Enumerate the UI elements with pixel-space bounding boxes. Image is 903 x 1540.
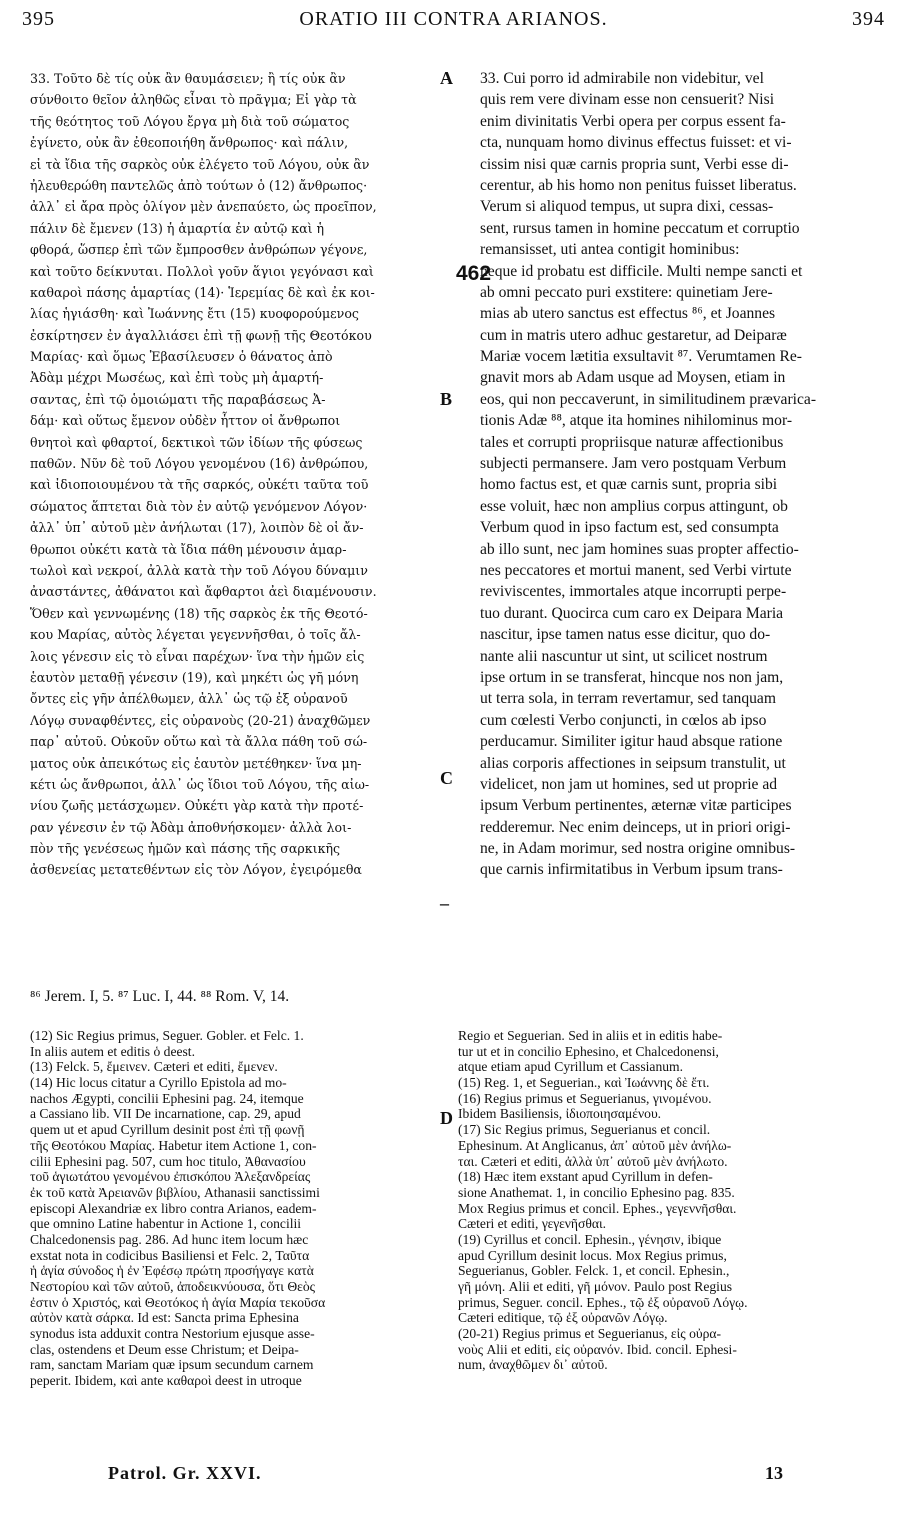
margin-marker-d: D [440, 1108, 453, 1128]
greek-text-line: ματος οὐκ ἀπεικότως εἰς ἑαυτὸν μετέθηκεν· ἵνα μη- [30, 755, 362, 771]
footnote-line: Regio et Seguerian. Sed in aliis et in editis habe- [458, 1028, 723, 1043]
greek-column [30, 68, 445, 881]
footnote-line: apud Cyrillum desinit locus. Mox Regius primus, [458, 1247, 727, 1263]
greek-text-line: ἀλλ᾽ ὑπ᾽ αὐτοῦ μὲν ἀνήλωται (17), λοιπὸν δὲ οἱ ἄν- [30, 520, 364, 536]
greek-text-line: ἀσθενείας μετατεθέντων εἰς τὸν Λόγον, ἐγειρόμεθα [30, 862, 362, 878]
footnote-line: In aliis autem et editis ὁ deest. [30, 1043, 195, 1059]
latin-text-line: homo factus est, et quæ carnis sunt, propria sibi [480, 476, 778, 494]
footnote-line: exstat nota in codicibus Basiliensi et Felc. 2, Ταῦτα [30, 1247, 310, 1263]
footnote-line: γῆ μόνη. Alii et editi, γῆ μόνον. Paulo post Regius [458, 1279, 733, 1294]
footnote-line: episcopi Alexandriæ ex libro contra Arianos, eadem- [30, 1200, 317, 1216]
greek-text-line: ἐγίνετο, οὐκ ἂν ἐθεοποιήθη ἄνθρωπος· καὶ πάλιν, [30, 135, 349, 151]
greek-text-line: Ἀδὰμ μέχρι Μωσέως, καὶ ἐπὶ τοὺς μὴ ἁμαρτή- [30, 370, 324, 386]
latin-text-line: mias ab utero sanctus est effectus ⁸⁶, et Joannes [480, 305, 776, 323]
notes-right-column [458, 1028, 878, 1373]
footnote-line: (15) Reg. 1, et Seguerian., καὶ Ἰωάννης δὲ ἔτι. [458, 1075, 710, 1091]
footnote-line: peperit. Ibidem, καὶ ante καθαροὶ deest in utroque [30, 1373, 302, 1389]
latin-text-line: alias corporis affectiones in seipsum transtulit, ut [480, 754, 786, 772]
footnote-line: cilii Ephesini pag. 507, cum hoc titulo, Ἀθανασίου [30, 1153, 306, 1169]
footnote-line: (16) Regius primus et Seguerianus, γινομένου. [458, 1090, 712, 1106]
footnote-line: (13) Felck. 5, ἔμεινεν. Cæteri et editi, ἔμενεν. [30, 1059, 278, 1075]
margin-marker-b: B [440, 389, 453, 409]
latin-text-line: nes peccatores et mortui manent, sed Verbi virtute [480, 561, 792, 579]
footnote-line: νοὺς Alii et editi, εἰς οὐρανόν. Ibid. concil. Ephesi- [458, 1341, 737, 1357]
greek-text-line: λίας ἡγιάσθη· καὶ Ἰωάννης ἔτι (15) κυοφορούμενος [30, 306, 359, 322]
latin-text-line: nascitur, ipse tamen natus esse dicitur, quo do- [480, 626, 771, 644]
greek-text-line: σύνθοιτο θεῖον ἀληθῶς εἶναι τὸ πρᾶγμα; Εἰ γὰρ τὰ [30, 92, 357, 108]
footnote-line: num, ἀναχθῶμεν δι᾽ αὐτοῦ. [458, 1357, 608, 1373]
latin-text-line: que carnis infirmitatibus in Verbum ipsum trans- [480, 861, 783, 879]
greek-text-line: ραν γένεσιν ἐν τῷ Ἀδὰμ ἀποθνήσκομεν· ἀλλὰ λοι- [30, 819, 352, 835]
footnote-line: Ephesinum. At Anglicanus, ἀπ᾽ αὐτοῦ μὲν ἀνήλω- [458, 1137, 732, 1153]
latin-text-line: ne, in Adam morimur, sed nostra origine omnibus- [480, 840, 796, 858]
footnote-line: (12) Sic Regius primus, Seguer. Gobler. et Felc. 1. [30, 1028, 304, 1043]
greek-text-line: κου Μαρίας, αὐτὸς λέγεται γεγεννῆσθαι, ὁ τοῖς ἄλ- [30, 627, 361, 643]
latin-text-line: eos, qui non peccaverunt, in similitudinem prævarica- [480, 390, 817, 408]
footnote-line: clas, ostendens et Deum esse Christum; et Deipa- [30, 1341, 299, 1357]
page-number-right: 394 [852, 8, 885, 30]
latin-text-line: subjecti permansere. Jam vero postquam Verbum [480, 455, 787, 473]
page-number-left: 395 [22, 8, 55, 30]
latin-column [480, 68, 880, 881]
footnote-line: ram, sanctam Mariam quæ ipsum secundum carnem [30, 1357, 314, 1373]
footnote-line: nachos Ægypti, concilii Ephesini pag. 24, itemque [30, 1090, 304, 1106]
notes-left-column [30, 1028, 435, 1389]
greek-text-line: καὶ ἰδιοποιουμένου τὰ τῆς σαρκός, οὐκέτι ταῦτα τοῦ [30, 477, 369, 493]
footnote-line: τῆς Θεοτόκου Μαρίας. Habetur item Actione 1, con- [30, 1137, 317, 1153]
latin-text-line: 33. Cui porro id admirabile non videbitur, vel [480, 70, 764, 87]
greek-text-line: 33. Τοῦτο δὲ τίς οὐκ ἂν θαυμάσειεν; ἢ τίς οὐκ ἂν [30, 71, 346, 86]
footnote-line: primus, Seguer. concil. Ephes., τῷ ἐξ οὐρανοῦ Λόγῳ. [458, 1294, 748, 1310]
greek-text-line: τῆς θεότητος τοῦ Λόγου ἔργα μὴ διὰ τοῦ σώματος [30, 113, 350, 129]
footnote-line: Cæteri et editi, γεγενῆσθαι. [458, 1216, 607, 1232]
latin-text-line: videlicet, non jam ut homines, sed ut proprie ad [480, 775, 778, 793]
page-header [22, 8, 885, 34]
latin-text-line: cum cœlesti Verbo conjuncti, in cœlos ab ipso [480, 711, 767, 729]
greek-text-line: Ὅθεν καὶ γεννωμένης (18) τῆς σαρκὸς ἐκ τῆς Θεοτό- [30, 605, 368, 621]
footnote-line: Ibidem Basiliensis, ἰδιοποιησαμένου. [458, 1106, 662, 1122]
footnote-line: ἐκ τοῦ κατὰ Ἀρειανῶν βιβλίου, Athanasii sanctissimi [30, 1184, 320, 1200]
latin-text-line: perducamur. Similiter igitur haud absque ratione [480, 733, 783, 751]
footnote-line: atque etiam apud Cyrillum et Cassianum. [458, 1059, 684, 1075]
latin-text-line: ipsum Verbum pertinentes, æternæ vitæ participes [480, 797, 792, 815]
footnote-line: Chalcedonensis pag. 286. Ad hunc item locum hæc [30, 1231, 309, 1247]
latin-text-line: tales et corrupti propriisque naturæ affectionibus [480, 433, 784, 451]
scripture-references: ⁸⁶ Jerem. I, 5. ⁸⁷ Luc. I, 44. ⁸⁸ Rom. V, 14. [30, 988, 290, 1005]
greek-text-line: πὸν τῆς γενέσεως ἡμῶν καὶ πάσης τῆς σαρκικῆς [30, 841, 341, 857]
footnote-line: (19) Cyrillus et concil. Ephesin., γένησιν, ibique [458, 1231, 722, 1247]
margin-marker-c: C [440, 768, 453, 788]
greek-text-line: τωλοὶ καὶ νεκροί, ἀλλὰ κατὰ τὴν τοῦ Λόγου δύναμιν [30, 562, 368, 578]
margin-dash: – [440, 893, 449, 913]
footnote-line: quem ut et apud Cyrillum desinit post ἐπὶ τῇ φωνῇ [30, 1122, 305, 1138]
footnote-line: synodus ista adduxit contra Nestorium ejusque asse- [30, 1326, 315, 1342]
latin-text-line: Verbum quod in ipso factum est, sed consumpta [480, 519, 779, 537]
latin-text-line: ipse ortum in se transferat, hincque nos non jam, [480, 668, 784, 686]
latin-text-line: gnavit mors ab Adam usque ad Moysen, etiam in [480, 369, 786, 387]
greek-text-line: καθαροὶ πάσης ἁμαρτίας (14)· Ἱερεμίας δὲ καὶ ἐκ κοι- [30, 284, 375, 300]
latin-text-line: ab illo sunt, nec jam homines suas propter affectio- [480, 540, 799, 558]
latin-text-line: Verum si aliquod tempus, ut supra dixi, cessas- [480, 198, 774, 216]
greek-text-line: φθορά, ὥσπερ ἐπὶ τῶν ἔμπροσθεν ἀνθρώπων γέγονε, [30, 242, 368, 258]
greek-text-line: νίου ζωῆς μετάσχωμεν. Οὐκέτι γὰρ κατὰ τὴν προτέ- [30, 798, 364, 814]
greek-text-line: δάμ· καὶ οὕτως ἔμενον οὐδὲν ἧττον οἱ ἄνθρωποι [30, 413, 341, 429]
footnote-line: que omnino Latine habentur in Actione 1, concilii [30, 1216, 302, 1232]
greek-text-line: ἠλευθερώθη παντελῶς ἀπὸ τούτων ὁ (12) ἄνθρωπος· [30, 177, 368, 193]
latin-text-line: enim divinitatis Verbi opera per corpus essent fa- [480, 112, 786, 130]
footnote-line: (14) Hic locus citatur a Cyrillo Epistola ad mo- [30, 1075, 287, 1091]
latin-text-line: cta, nunquam homo divinus effectus fuisset: et vi- [480, 134, 792, 152]
greek-text-line: καὶ τοῦτο δείκνυται. Πολλοὶ γοῦν ἅγιοι γεγόνασι καὶ [30, 263, 374, 279]
footnote-line: tur ut et in concilio Ephesino, et Chalcedonensi, [458, 1043, 719, 1059]
greek-text-line: ἀναστάντες, ἀθάνατοι καὶ ἄφθαρτοι ἀεὶ διαμένουσιν. [30, 584, 377, 600]
greek-text-line: παθῶν. Νῦν δὲ τοῦ Λόγου γενομένου (16) ἀνθρώπου, [30, 456, 369, 472]
latin-text-line: remansisset, uti antea contigit hominibus: [480, 241, 740, 259]
greek-text-line: ἐσκίρτησεν ἐν ἀγαλλιάσει ἐπὶ τῇ φωνῇ τῆς Θεοτόκου [30, 327, 372, 343]
latin-text-line: Mariæ vocem lætitia exsultavit ⁸⁷. Verumtamen Re- [480, 348, 802, 366]
greek-text-line: λοις γένεσιν εἰς τὸ εἶναι παρέχων· ἵνα τὴν ἡμῶν εἰς [30, 648, 365, 664]
page-footer [30, 1463, 873, 1487]
latin-text-line: ab omni peccato puri exstitere: quinetiam Jere- [480, 283, 773, 301]
latin-text-line: cerentur, ab his homo non penitus fuisset liberatus. [480, 176, 797, 194]
footnote-line: Νεστορίου καὶ τῶν αὐτοῦ, ἀποδεικνύουσα, ὅτι Θεὸς [30, 1279, 316, 1294]
latin-text-line: reviviscentes, immortales atque incorrupti perpe- [480, 583, 787, 601]
latin-text-line: cissim nisi quæ carnis propria sunt, Verbi esse di- [480, 155, 789, 173]
greek-text-line: πάλιν δὲ ἔμενεν (13) ἡ ἁμαρτία ἐν αὐτῷ καὶ ἡ [30, 220, 325, 236]
footnote-line: Cæteri editique, τῷ ἐξ οὐρανῶν Λόγῳ. [458, 1310, 668, 1326]
greek-text-line: κέτι ὡς ἄνθρωποι, ἀλλ᾽ ὡς ἴδιοι τοῦ Λόγου, τῆς αἰω- [30, 776, 370, 792]
greek-text-line: θρωποι οὐκέτι κατὰ τὰ ἴδια πάθη μένουσιν ἁμαρ- [30, 541, 347, 557]
greek-text-line: ἀλλ᾽ εἰ ἄρα πρὸς ὀλίγον μὲν ἀνεπαύετο, ὡς προεῖπον, [30, 199, 377, 215]
footnote-line: ἐστιν ὁ Χριστός, καὶ Θεοτόκος ἡ ἁγία Μαρία τεκοῦσα [30, 1294, 326, 1310]
greek-text-line: ἑαυτὸν μεταθῇ γένεσιν (19), καὶ μηκέτι ὡς γῆ μόνη [30, 669, 359, 685]
footnote-line: (17) Sic Regius primus, Seguerianus et concil. [458, 1122, 711, 1138]
latin-text-line: neque id probatu est difficile. Multi nempe sancti et [480, 262, 803, 280]
column-number: 462 [456, 262, 492, 285]
footnote-line: (20-21) Regius primus et Seguerianus, εἰς οὐρα- [458, 1326, 722, 1342]
footnote-line: τοῦ ἁγιωτάτου γενομένου ἐπισκόπου Ἀλεξανδρείας [30, 1169, 311, 1185]
latin-text-line: tuo durant. Quocirca cum caro ex Deipara Maria [480, 604, 784, 622]
footnote-line: (18) Hæc item exstant apud Cyrillum in defen- [458, 1169, 713, 1185]
footnote-line: ται. Cæteri et editi, ἀλλὰ ὑπ᾽ αὐτοῦ μὲν ἀνήλωτο. [458, 1153, 728, 1169]
footnote-line: ἡ ἁγία σύνοδος ἡ ἐν Ἐφέσῳ πρώτη προσήγαγε κατὰ [30, 1263, 314, 1279]
latin-text-line: sent, rursus tamen in homine peccatum et corruptio [480, 219, 800, 237]
latin-text-line: quis rem vere divinam esse non censuerit? Nisi [480, 91, 775, 109]
footnote-line: Seguerianus, Gobler. Felck. 1, et concil. Ephesin., [458, 1263, 730, 1279]
latin-text-line: esse voluit, hæc non amplius corpus attingunt, ob [480, 497, 788, 515]
footer-signature: 13 [765, 1463, 783, 1483]
footer-volume: Patrol. Gr. XXVI. [108, 1463, 262, 1483]
latin-text-line: cum in matris utero adhuc gestaretur, ad Deiparæ [480, 326, 787, 344]
running-title: ORATIO III CONTRA ARIANOS. [299, 8, 608, 30]
greek-text-line: σώματος ἅπτεται διὰ τὸν ἐν αὐτῷ γενόμενον Λόγον· [30, 498, 368, 514]
latin-text-line: redderemur. Nec enim deinceps, ut in priori origi- [480, 818, 791, 836]
greek-text-line: θνητοὶ καὶ φθαρτοί, δεκτικοὶ τῶν ἰδίων τῆς φύσεως [30, 434, 363, 450]
greek-text-line: ὄντες εἰς γῆν ἀπέλθωμεν, ἀλλ᾽ ὡς τῷ ἐξ οὐρανοῦ [30, 691, 348, 707]
greek-text-line: εἰ τὰ ἴδια τῆς σαρκὸς οὐκ ἐλέγετο τοῦ Λόγου, οὐκ ἂν [30, 156, 370, 172]
greek-text-line: Μαρίας· καὶ ὅμως Ἐβασίλευσεν ὁ θάνατος ἀπὸ [30, 349, 333, 365]
greek-text-line: παρ᾽ αὐτοῦ. Οὐκοῦν οὕτω καὶ τὰ ἄλλα πάθη τοῦ σώ- [30, 734, 368, 750]
margin-marker-a: A [440, 68, 453, 88]
footnote-line: sione Anathemat. 1, in concilio Ephesino pag. 835. [458, 1184, 735, 1200]
latin-text-line: tionis Adæ ⁸⁸, atque ita homines nihilominus mor- [480, 412, 793, 430]
footnote-line: Mox Regius primus et concil. Ephes., γεγεννῆσθαι. [458, 1200, 737, 1216]
footnote-line: αὐτὸν κατὰ σάρκα. Id est: Sancta prima Ephesina [30, 1310, 299, 1326]
greek-text-line: σαντας, ἐπὶ τῷ ὁμοιώματι τῆς παραβάσεως Ἀ- [30, 391, 326, 407]
greek-text-line: Λόγῳ συναφθέντες, εἰς οὐρανοὺς (20-21) ἀναχθῶμεν [30, 712, 371, 728]
footnote-line: a Cassiano lib. VII De incarnatione, cap. 29, apud [30, 1106, 301, 1122]
latin-text-line: ut terra sola, in terram revertamur, sed tanquam [480, 690, 776, 708]
latin-text-line: nante alii nascuntur ut sint, ut scilicet nostrum [480, 647, 768, 665]
